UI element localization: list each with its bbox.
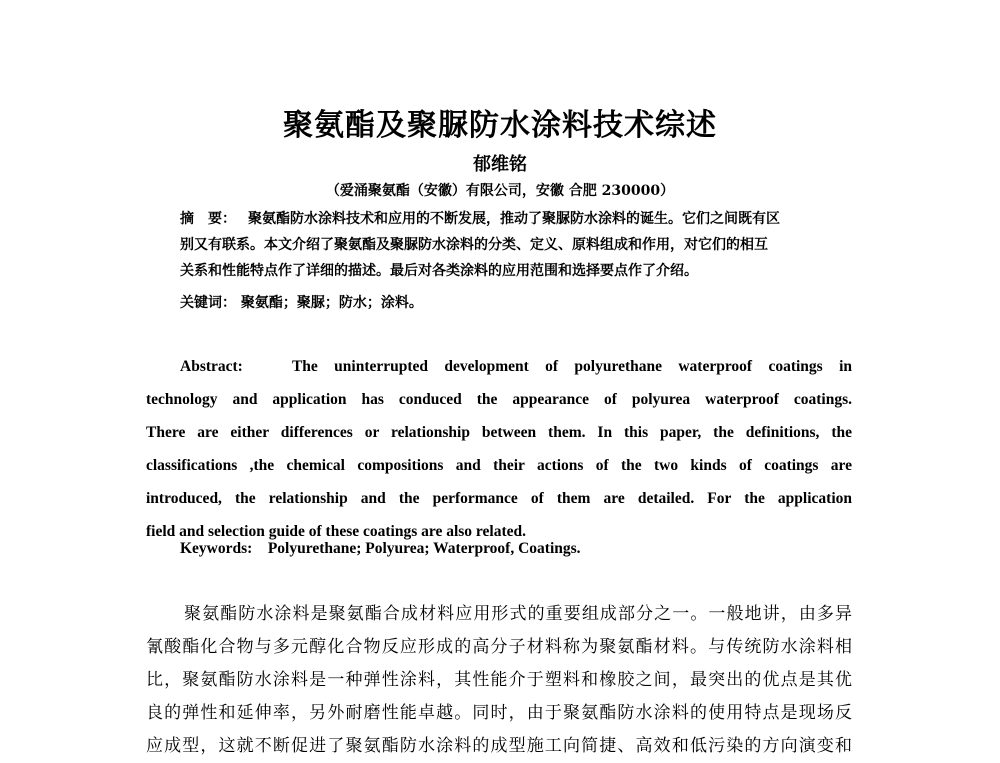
body-line: 聚氨酯防水涂料是聚氨酯合成材料应用形式的重要组成部分之一。一般地讲，由多异 bbox=[184, 604, 852, 624]
chinese-abstract-line: 摘 要： 聚氨酯防水涂料技术和应用的不断发展，推动了聚脲防水涂料的诞生。它们之间既有区 bbox=[180, 211, 780, 227]
chinese-abstract-label: 摘 要： bbox=[180, 211, 236, 227]
english-abstract-line: classifications ,the chemical compositions and their actions of the two kinds of coatings are bbox=[146, 457, 852, 474]
english-keywords bbox=[180, 540, 581, 558]
chinese-abstract-line: 关系和性能特点作了详细的描述。最后对各类涂料的应用范围和选择要点作了介绍。 bbox=[180, 263, 698, 279]
chinese-abstract bbox=[180, 206, 820, 284]
chinese-keywords-label: 关键词： bbox=[180, 295, 236, 311]
chinese-abstract-line: 别又有联系。本文介绍了聚氨酯及聚脲防水涂料的分类、定义、原料组成和作用，对它们的相互 bbox=[180, 237, 768, 253]
chinese-keywords-text: 聚氨酯；聚脲；防水；涂料。 bbox=[240, 295, 423, 311]
author-name: 郁维铭 bbox=[473, 154, 527, 175]
english-abstract-label: Abstract: bbox=[180, 358, 243, 375]
body-line: 氰酸酯化合物与多元醇化合物反应形成的高分子材料称为聚氨酯材料。与传统防水涂料相 bbox=[146, 637, 852, 657]
english-abstract-line: field and selection guide of these coatings are also related. bbox=[146, 523, 527, 540]
english-abstract bbox=[146, 350, 852, 548]
english-abstract-line: There are either differences or relationship between them. In this paper, the definitions, the bbox=[146, 424, 852, 441]
english-keywords-label: Keywords: bbox=[180, 540, 253, 557]
chinese-keywords bbox=[180, 292, 423, 312]
body-paragraph bbox=[146, 598, 852, 763]
body-line: 良的弹性和延伸率，另外耐磨性能卓越。同时，由于聚氨酯防水涂料的使用特点是现场反 bbox=[146, 703, 852, 723]
english-abstract-line: technology and application has conduced the appearance of polyurea waterproof coatings. bbox=[146, 391, 852, 408]
english-abstract-line: Abstract: The uninterrupted development of polyurethane waterproof coatings in bbox=[180, 358, 853, 375]
paper-title: 聚氨酯及聚脲防水涂料技术综述 bbox=[283, 108, 717, 143]
author-affiliation: （爱涌聚氨酯（安徽）有限公司，安徽 合肥 230000） bbox=[325, 183, 675, 199]
english-abstract-line: introduced, the relationship and the performance of them are detailed. For the application bbox=[146, 490, 852, 507]
body-line: 比，聚氨酯防水涂料是一种弹性涂料，其性能介于塑料和橡胶之间，最突出的优点是其优 bbox=[146, 670, 852, 690]
english-keywords-text: Polyurethane; Polyurea; Waterproof, Coatings. bbox=[267, 540, 581, 557]
body-line: 应成型，这就不断促进了聚氨酯防水涂料的成型施工向简捷、高效和低污染的方向演变和 bbox=[146, 736, 852, 756]
